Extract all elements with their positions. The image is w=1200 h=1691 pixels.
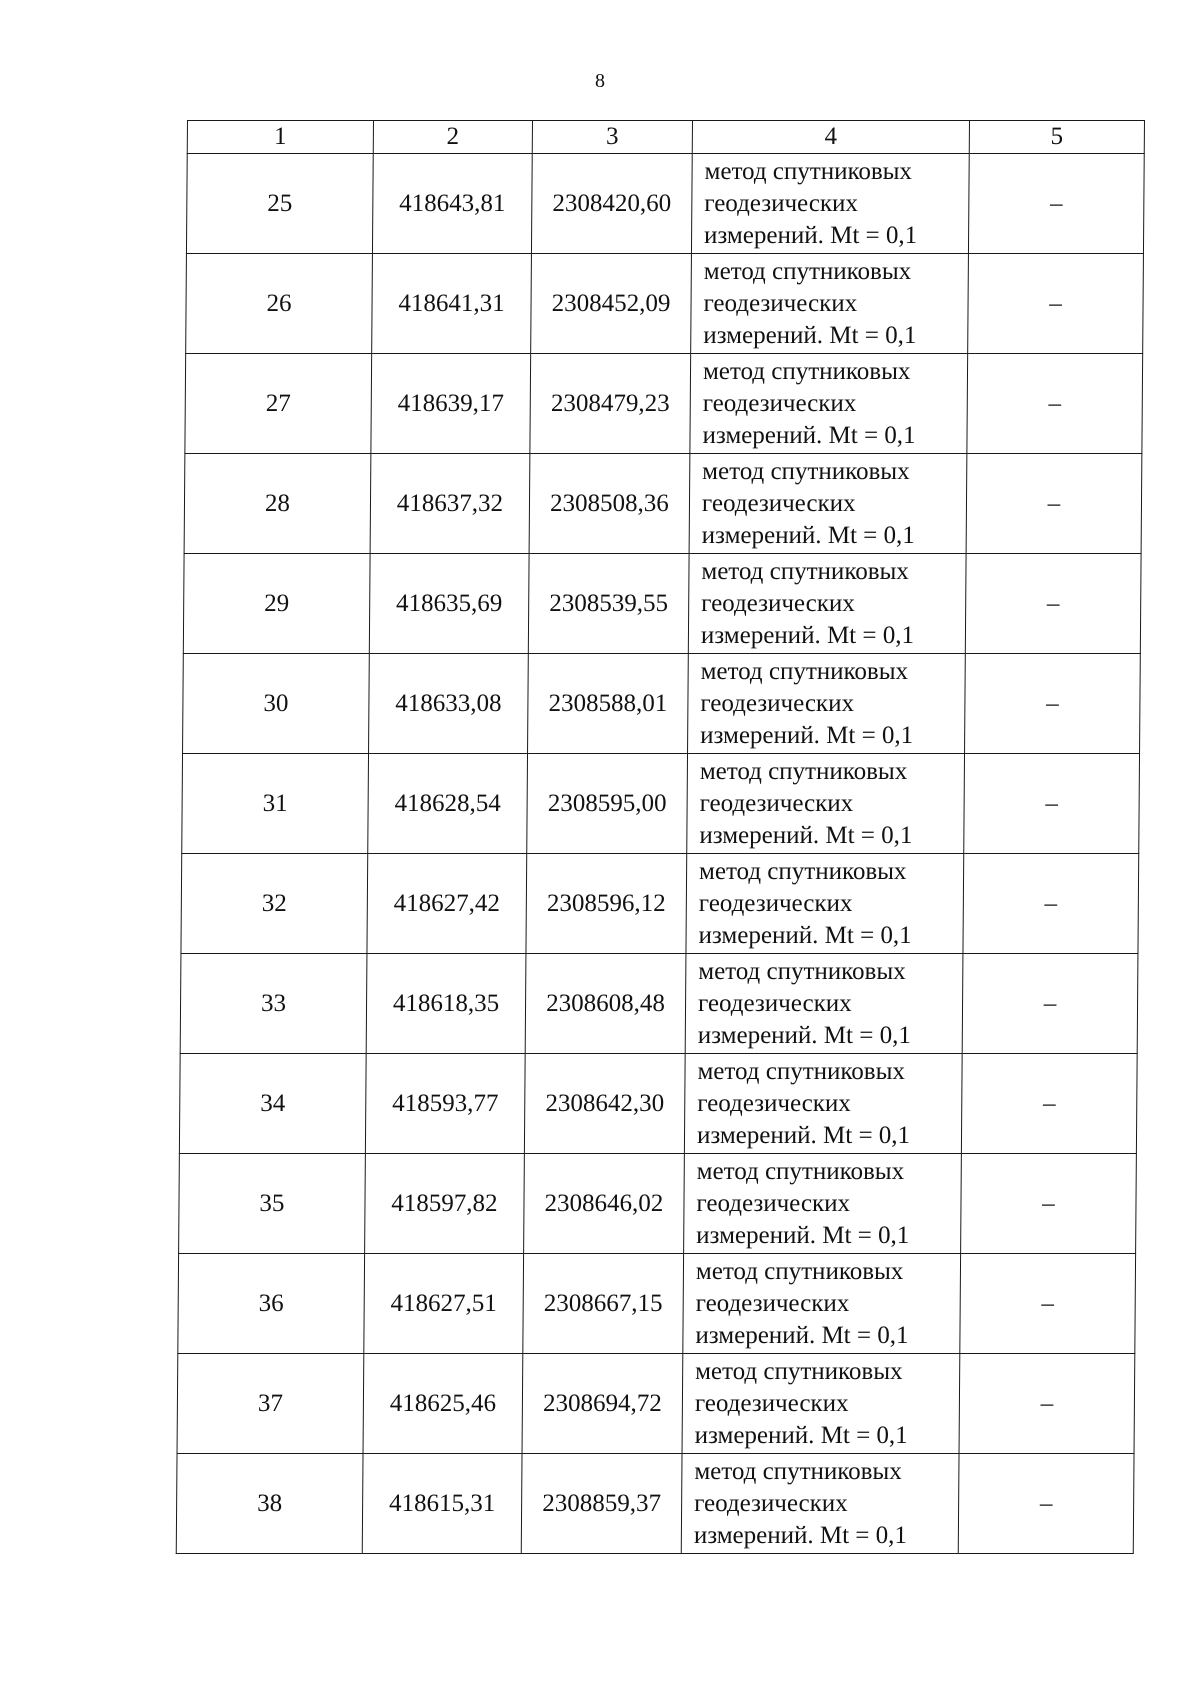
method-line: измерений. Mt = 0,1: [703, 321, 917, 349]
table-body: [176, 154, 1144, 1554]
method-line: измерений. Mt = 0,1: [696, 1221, 910, 1249]
table-row: [182, 754, 1140, 854]
y-coordinate-cell: 2308596,12: [526, 854, 687, 954]
y-coordinate-cell: 2308646,02: [524, 1154, 685, 1254]
coordinates-table: [176, 120, 1145, 1554]
method-line: геодезических: [701, 589, 855, 617]
method-line: геодезических: [695, 1289, 850, 1317]
note-cell: –: [965, 654, 1141, 754]
note-cell: –: [961, 1154, 1137, 1254]
y-coordinate-cell: 2308859,37: [521, 1454, 682, 1554]
method-line: метод спутниковых: [704, 157, 913, 185]
note-cell: –: [959, 1354, 1135, 1454]
point-number-cell: 35: [179, 1154, 366, 1254]
x-coordinate-cell: 418643,81: [372, 154, 532, 254]
method-cell: [684, 1154, 962, 1254]
point-number-cell: 31: [182, 754, 369, 854]
note-cell: –: [967, 354, 1143, 454]
method-line: геодезических: [700, 689, 855, 717]
method-line: метод спутниковых: [702, 357, 911, 385]
y-coordinate-cell: 2308420,60: [531, 154, 692, 254]
column-header-1: 1: [187, 121, 373, 154]
method-cell: [688, 554, 966, 654]
method-line: геодезических: [703, 289, 858, 317]
table-row: [180, 954, 1138, 1054]
method-line: метод спутниковых: [703, 257, 912, 285]
method-line: геодезических: [696, 1189, 851, 1217]
table-row: [186, 154, 1144, 254]
x-coordinate-cell: 418615,31: [362, 1454, 522, 1554]
x-coordinate-cell: 418593,77: [365, 1054, 525, 1154]
column-header-4: 4: [692, 121, 969, 154]
method-line: геодезических: [701, 489, 856, 517]
method-line: метод спутниковых: [701, 557, 909, 585]
method-line: метод спутниковых: [702, 457, 910, 485]
y-coordinate-cell: 2308588,01: [528, 654, 689, 754]
page-number: 8: [595, 70, 605, 92]
note-cell: –: [963, 854, 1139, 954]
x-coordinate-cell: 418627,51: [364, 1254, 524, 1354]
method-cell: [687, 754, 965, 854]
method-line: метод спутниковых: [698, 957, 906, 985]
note-cell: –: [960, 1254, 1136, 1354]
column-header-3: 3: [532, 121, 692, 154]
y-coordinate-cell: 2308642,30: [524, 1054, 685, 1154]
x-coordinate-cell: 418597,82: [365, 1154, 525, 1254]
method-line: метод спутниковых: [698, 857, 907, 885]
note-cell: –: [968, 254, 1144, 354]
table-row: [178, 1254, 1136, 1354]
method-line: измерений. Mt = 0,1: [700, 621, 915, 649]
column-header-5: 5: [969, 121, 1144, 154]
point-number-cell: 34: [179, 1054, 366, 1154]
table-row: [184, 454, 1142, 554]
note-cell: –: [968, 154, 1144, 254]
method-cell: [688, 654, 966, 754]
x-coordinate-cell: 418618,35: [366, 954, 526, 1054]
note-cell: –: [961, 1054, 1137, 1154]
table-row: [179, 1154, 1137, 1254]
table-row: [183, 554, 1141, 654]
table-row: [179, 1054, 1137, 1154]
method-cell: [686, 854, 964, 954]
table-row: [183, 654, 1141, 754]
point-number-cell: 28: [184, 454, 371, 554]
method-line: измерений. Mt = 0,1: [700, 721, 914, 749]
y-coordinate-cell: 2308595,00: [527, 754, 688, 854]
method-line: геодезических: [697, 989, 852, 1017]
method-cell: [685, 954, 963, 1054]
x-coordinate-cell: 418639,17: [371, 354, 531, 454]
method-line: метод спутниковых: [695, 1357, 903, 1385]
table-row: [177, 1354, 1135, 1454]
method-line: метод спутниковых: [696, 1157, 905, 1185]
note-cell: –: [958, 1454, 1134, 1554]
method-cell: [683, 1254, 961, 1354]
method-line: геодезических: [698, 889, 853, 917]
y-coordinate-cell: 2308539,55: [528, 554, 689, 654]
point-number-cell: 36: [178, 1254, 365, 1354]
method-cell: [690, 354, 968, 454]
method-line: измерений. Mt = 0,1: [702, 421, 916, 449]
table-row: [186, 254, 1144, 354]
method-cell: [691, 154, 969, 254]
point-number-cell: 26: [186, 254, 373, 354]
point-number-cell: 25: [186, 154, 373, 254]
x-coordinate-cell: 418625,46: [363, 1354, 523, 1454]
method-line: геодезических: [694, 1489, 848, 1517]
x-coordinate-cell: 418633,08: [369, 654, 529, 754]
method-line: измерений. Mt = 0,1: [696, 1121, 911, 1149]
method-cell: [684, 1054, 962, 1154]
method-line: метод спутниковых: [694, 1457, 902, 1485]
point-number-cell: 32: [181, 854, 368, 954]
note-cell: –: [962, 954, 1138, 1054]
method-line: измерений. Mt = 0,1: [694, 1421, 908, 1449]
y-coordinate-cell: 2308452,09: [531, 254, 692, 354]
y-coordinate-cell: 2308667,15: [523, 1254, 684, 1354]
method-cell: [681, 1454, 959, 1554]
method-line: геодезических: [694, 1389, 849, 1417]
method-line: метод спутниковых: [699, 757, 908, 785]
point-number-cell: 37: [177, 1354, 364, 1454]
header-row: [187, 121, 1144, 154]
column-header-2: 2: [373, 121, 532, 154]
method-line: метод спутниковых: [695, 1257, 904, 1285]
method-line: геодезических: [699, 789, 854, 817]
y-coordinate-cell: 2308694,72: [522, 1354, 683, 1454]
method-line: измерений. Mt = 0,1: [693, 1521, 908, 1549]
point-number-cell: 30: [183, 654, 370, 754]
point-number-cell: 33: [180, 954, 367, 1054]
y-coordinate-cell: 2308608,48: [525, 954, 686, 1054]
method-line: измерений. Mt = 0,1: [698, 921, 912, 949]
method-line: измерений. Mt = 0,1: [697, 1021, 911, 1049]
method-line: геодезических: [704, 189, 859, 217]
y-coordinate-cell: 2308479,23: [530, 354, 691, 454]
x-coordinate-cell: 418637,32: [370, 454, 530, 554]
table-row: [176, 1454, 1134, 1554]
y-coordinate-cell: 2308508,36: [529, 454, 690, 554]
method-line: измерений. Mt = 0,1: [695, 1321, 909, 1349]
x-coordinate-cell: 418635,69: [369, 554, 529, 654]
method-line: метод спутниковых: [697, 1057, 906, 1085]
method-line: геодезических: [697, 1089, 851, 1117]
note-cell: –: [966, 454, 1142, 554]
point-number-cell: 29: [183, 554, 370, 654]
method-cell: [689, 454, 967, 554]
table-row: [185, 354, 1143, 454]
point-number-cell: 38: [176, 1454, 363, 1554]
method-line: измерений. Mt = 0,1: [701, 521, 915, 549]
method-cell: [691, 254, 969, 354]
method-line: метод спутниковых: [700, 657, 909, 685]
table-header: [187, 121, 1144, 154]
method-line: измерений. Mt = 0,1: [699, 821, 913, 849]
x-coordinate-cell: 418627,42: [367, 854, 527, 954]
note-cell: –: [964, 754, 1140, 854]
method-cell: [682, 1354, 960, 1454]
point-number-cell: 27: [185, 354, 372, 454]
method-line: измерений. Mt = 0,1: [703, 221, 918, 249]
method-line: геодезических: [702, 389, 857, 417]
table-row: [181, 854, 1139, 954]
note-cell: –: [965, 554, 1141, 654]
x-coordinate-cell: 418641,31: [372, 254, 532, 354]
x-coordinate-cell: 418628,54: [368, 754, 528, 854]
